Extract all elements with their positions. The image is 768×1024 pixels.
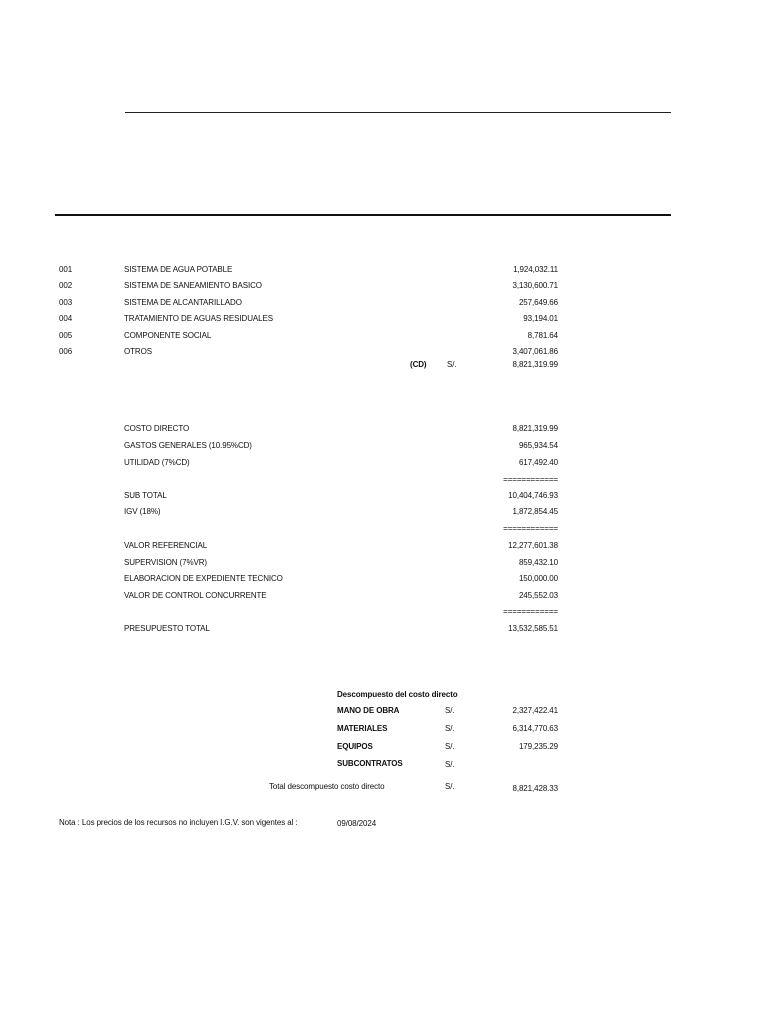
summary-label: VALOR DE CONTROL CONCURRENTE	[124, 591, 267, 600]
item-amount: 257,649.66	[518, 298, 558, 307]
cd-total-label: (CD)	[410, 360, 427, 369]
item-description: TRATAMIENTO DE AGUAS RESIDUALES	[124, 314, 273, 323]
summary-amount: 8,821,319.99	[512, 424, 558, 433]
summary-label: ELABORACION DE EXPEDIENTE TECNICO	[124, 574, 283, 583]
summary-amount: 150,000.00	[518, 574, 558, 583]
breakdown-label: SUBCONTRATOS	[337, 759, 403, 768]
item-code: 001	[59, 265, 73, 274]
item-description: SISTEMA DE AGUA POTABLE	[124, 265, 233, 274]
breakdown-amount: 179,235.29	[518, 742, 558, 751]
summary-amount: 859,432.10	[518, 558, 558, 567]
breakdown-currency: S/.	[445, 724, 455, 733]
breakdown-currency: S/.	[445, 706, 455, 715]
summary-amount: 1,872,854.45	[512, 507, 558, 516]
note-text: Nota : Los precios de los recursos no incluyen I.G.V. son vigentes al :	[59, 818, 298, 827]
item-code: 004	[59, 314, 73, 323]
summary-label: GASTOS GENERALES (10.95%CD)	[124, 441, 252, 450]
summary-label: UTILIDAD (7%CD)	[124, 458, 190, 467]
summary-amount: 245,552.03	[518, 591, 558, 600]
item-amount: 3,407,061.86	[512, 347, 558, 356]
item-code: 006	[59, 347, 73, 356]
cd-total-amount: 8,821,319.99	[512, 360, 558, 369]
summary-label: IGV (18%)	[124, 507, 161, 516]
summary-label: VALOR REFERENCIAL	[124, 541, 208, 550]
cd-total-currency: S/.	[447, 360, 457, 369]
summary-amount: 617,492.40	[518, 458, 558, 467]
summary-amount: 965,934.54	[518, 441, 558, 450]
breakdown-label: MANO DE OBRA	[337, 706, 400, 715]
item-description: SISTEMA DE SANEAMIENTO BASICO	[124, 281, 262, 290]
item-description: COMPONENTE SOCIAL	[124, 331, 212, 340]
header-rule-top	[125, 112, 671, 113]
note-date: 09/08/2024	[337, 819, 377, 828]
item-amount: 8,781.64	[527, 331, 558, 340]
summary-label: SUPERVISION (7%VR)	[124, 558, 207, 567]
breakdown-total-label: Total descompuesto costo directo	[269, 782, 385, 791]
breakdown-currency: S/.	[445, 760, 455, 769]
summary-label: COSTO DIRECTO	[124, 424, 190, 433]
summary-amount: 10,404,746.93	[508, 491, 558, 500]
item-description: SISTEMA DE ALCANTARILLADO	[124, 298, 242, 307]
separator: ============	[503, 475, 558, 484]
separator: ============	[503, 607, 558, 616]
item-code: 002	[59, 281, 73, 290]
breakdown-amount: 6,314,770.63	[512, 724, 558, 733]
item-amount: 1,924,032.11	[513, 265, 558, 274]
summary-amount: 13,532,585.51	[508, 624, 558, 633]
item-description: OTROS	[124, 347, 152, 356]
breakdown-total-amount: 8,821,428.33	[512, 784, 558, 793]
separator: ============	[503, 524, 558, 533]
summary-label: PRESUPUESTO TOTAL	[124, 624, 210, 633]
item-amount: 3,130,600.71	[512, 281, 558, 290]
breakdown-label: MATERIALES	[337, 724, 388, 733]
breakdown-total-currency: S/.	[445, 782, 455, 791]
breakdown-currency: S/.	[445, 742, 455, 751]
item-amount: 93,194.01	[523, 314, 558, 323]
item-code: 005	[59, 331, 73, 340]
summary-amount: 12,277,601.38	[508, 541, 558, 550]
header-rule-bottom	[55, 214, 671, 216]
breakdown-label: EQUIPOS	[337, 742, 373, 751]
summary-label: SUB TOTAL	[124, 491, 167, 500]
breakdown-title: Descompuesto del costo directo	[337, 690, 458, 699]
item-code: 003	[59, 298, 73, 307]
breakdown-amount: 2,327,422.41	[512, 706, 558, 715]
